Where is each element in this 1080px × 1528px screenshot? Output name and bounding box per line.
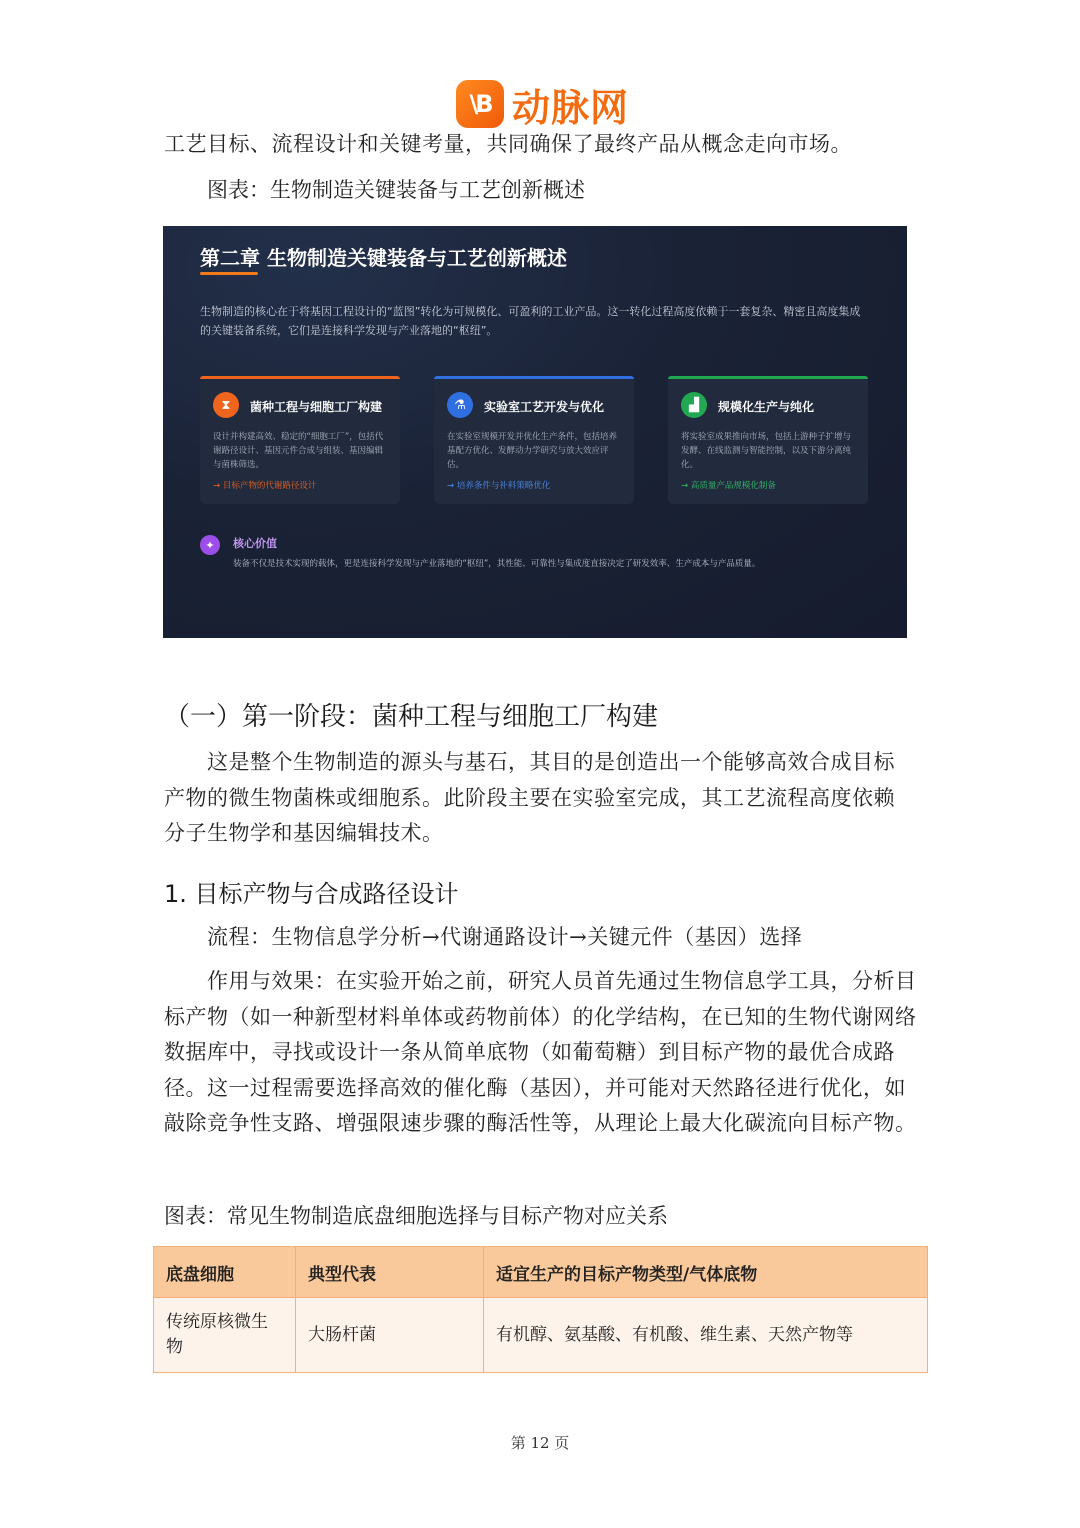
logo-text: 动脉网: [512, 85, 630, 130]
section-heading: （一）第一阶段：菌种工程与细胞工厂构建: [164, 702, 659, 732]
card-accent-bar: [434, 376, 634, 379]
panel-title-underline: [200, 272, 258, 275]
panel-title: 第二章 生物制造关键装备与工艺创新概述: [200, 246, 567, 270]
chassis-cell-table: [153, 1246, 928, 1373]
table-cell: 大肠杆菌: [296, 1298, 484, 1373]
effect-paragraph: 作用与效果：在实验开始之前，研究人员首先通过生物信息学工具，分析目标产物（如一种新型材料单体或药物前体）的化学结构，在已知的生物代谢网络数据库中，寻找或设计一条从简单底物（如葡萄糖）到目标产物的最优合成路径。这一过程需要选择高效的催化酶（基因），并可能对天然路径进行优化，如敲除竞争性支路、增强限速步骤的酶活性等，从理论上最大化碳流向目标产物。: [164, 969, 917, 1135]
table-header-row: [154, 1247, 928, 1298]
card-title: 菌种工程与细胞工厂构建: [250, 400, 383, 414]
table-row: [154, 1298, 928, 1373]
sub-heading: 1. 目标产物与合成路径设计: [164, 880, 459, 908]
logo-badge: \B: [456, 80, 504, 128]
table-cell: 有机醇、氨基酸、有机酸、维生素、天然产物等: [484, 1298, 928, 1373]
process-line: 流程：生物信息学分析→代谢通路设计→关键元件（基因）选择: [207, 925, 803, 949]
section-paragraph: 这是整个生物制造的源头与基石，其目的是创造出一个能够高效合成目标产物的微生物菌株或细胞系。此阶段主要在实验室完成，其工艺流程高度依赖分子生物学和基因编辑技术。: [164, 750, 895, 845]
card-accent-bar: [200, 376, 400, 379]
lightbulb-icon: ✦: [200, 535, 220, 555]
card-title: 实验室工艺开发与优化: [484, 400, 605, 414]
card-link[interactable]: → 培养条件与补料策略优化: [447, 481, 551, 491]
brand-logo: [456, 76, 629, 132]
table-header: 适宜生产的目标产物类型/气体底物: [484, 1247, 928, 1298]
factory-icon: ▟: [681, 392, 707, 418]
hourglass-icon: ⧗: [213, 392, 239, 418]
table-header: 底盘细胞: [154, 1247, 296, 1298]
core-value-desc: 装备不仅是技术实现的载体，更是连接科学发现与产业落地的“枢纽”，其性能、可靠性与集成度直接决定了研发效率、生产成本与产品质量。: [233, 559, 761, 569]
card-desc: 将实验室成果推向市场，包括上游种子扩增与发酵、在线监测与智能控制，以及下游分离纯化。: [681, 432, 852, 470]
card-accent-bar: [668, 376, 868, 379]
intro-line: 工艺目标、流程设计和关键考量，共同确保了最终产品从概念走向市场。: [164, 132, 852, 156]
figure1-caption: 图表：生物制造关键装备与工艺创新概述: [207, 178, 585, 202]
card-link[interactable]: → 高质量产品规模化制备: [681, 481, 776, 491]
card-title: 规模化生产与纯化: [718, 400, 815, 414]
card-scale-production: [668, 376, 868, 504]
card-desc: 设计并构建高效、稳定的“细胞工厂”，包括代谢路径设计、基因元件合成与组装、基因编辑与菌株筛选。: [213, 432, 384, 470]
card-strain-engineering: [200, 376, 400, 504]
flask-icon: ⚗: [447, 392, 473, 418]
page-number: 第 12 页: [510, 1434, 570, 1452]
panel-intro: 生物制造的核心在于将基因工程设计的“蓝图”转化为可规模化、可盈利的工业产品。这一转化过程高度依赖于一套复杂、精密且高度集成的关键装备系统，它们是连接科学发现与产业落地的“枢纽”。: [200, 305, 861, 337]
table-cell: 传统原核微生物: [154, 1298, 296, 1373]
card-desc: 在实验室规模开发并优化生产条件，包括培养基配方优化、发酵动力学研究与放大效应评估。: [447, 432, 618, 470]
card-link[interactable]: → 目标产物的代谢路径设计: [213, 481, 317, 491]
core-value-title: 核心价值: [233, 537, 277, 550]
table-header: 典型代表: [296, 1247, 484, 1298]
figure2-caption: 图表：常见生物制造底盘细胞选择与目标产物对应关系: [164, 1204, 668, 1228]
card-lab-process: [434, 376, 634, 504]
